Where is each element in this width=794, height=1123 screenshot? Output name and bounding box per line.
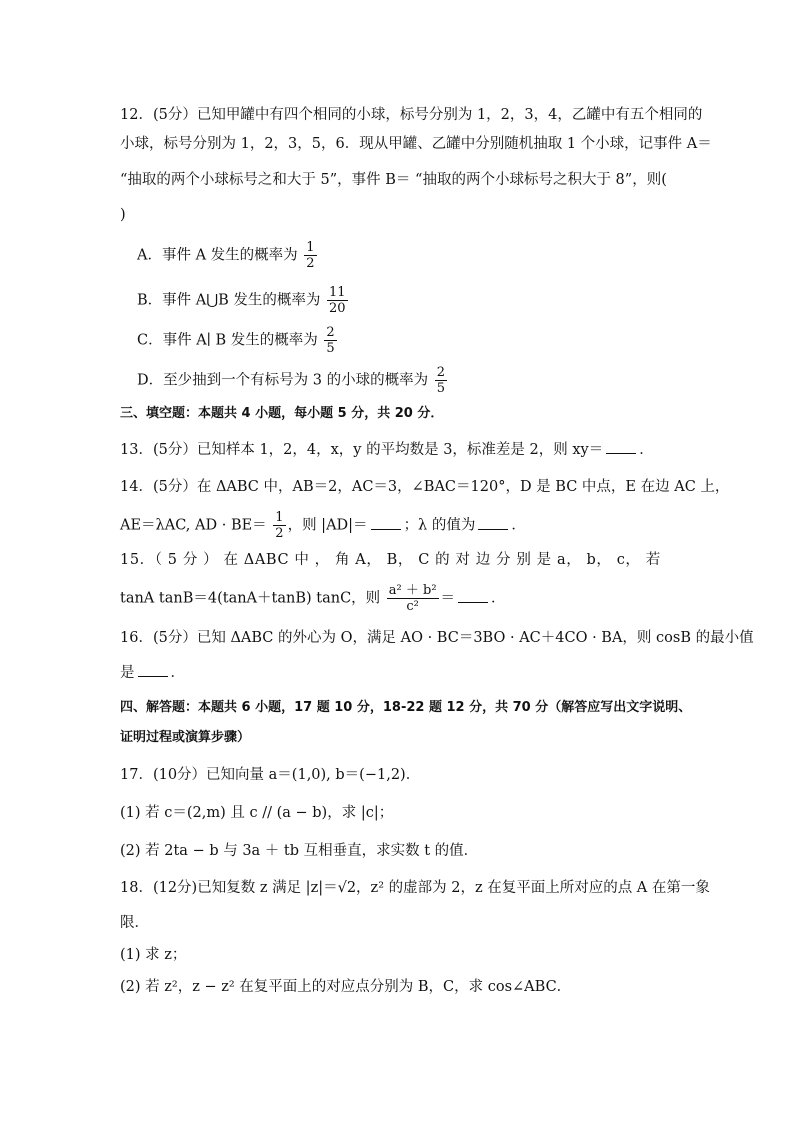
q17-line3: (2) 若 2ta − b 与 3a ＋ tb 互相垂直，求实数 t 的值． [120, 843, 479, 859]
q15-line1: 15．（ 5 分 ） 在 ΔABC 中 ， 角 A， B， C 的 对 边 分 别 是 a， b， c， 若 [120, 552, 661, 568]
option-b-text: B．事件 A⋃B 发生的概率为 [137, 292, 321, 309]
frac-num: 1 [306, 240, 315, 255]
q17-line2: (1) 若 c＝(2,m) 且 c // (a − b)，求 |c|； [120, 805, 394, 821]
option-c-fraction [324, 325, 336, 356]
frac-num: 2 [436, 365, 445, 380]
q14-line2 [120, 510, 526, 541]
q12-line1: 12．(5分）已知甲罐中有四个相同的小球，标号分别为 1，2，3，4，乙罐中有五个相同的 [120, 107, 703, 123]
frac-den: 20 [329, 301, 346, 316]
frac-den: c² [406, 599, 419, 614]
section-3-heading: 三、填空题：本题共 4 小题，每小题 5 分，共 20 分． [120, 406, 444, 421]
option-c-text: C．事件 A∣ B 发生的概率为 [137, 332, 318, 349]
q12-option-a [137, 240, 319, 271]
q14-fraction [273, 510, 285, 541]
option-a-fraction [304, 240, 316, 271]
frac-den: 5 [326, 341, 335, 356]
option-b-fraction [327, 285, 348, 316]
period: ． [511, 517, 526, 534]
q12-line3: “抽取的两个小球标号之和大于 5”，事件 B＝ “抽取的两个小球标号之积大于 8”，则( [120, 172, 667, 188]
period: ． [170, 665, 185, 681]
q16-line1: 16．(5分）已知 ΔABC 的外心为 O，满足 AO · BC＝3BO · AC＋4CO · BA，则 cosB 的最小值 [120, 630, 754, 646]
q15-text-a: tanA tanB＝4(tanA＋tanB) tanC，则 [120, 590, 381, 607]
section-4-heading-line1: 四、解答题：本题共 6 小题，17 题 10 分，18-22 题 12 分，共 70 分（解答应写出文字说明、 [120, 700, 692, 715]
frac-num: 2 [326, 325, 335, 340]
q17-line1: 17．(10分）已知向量 a＝(1,0), b＝(−1,2)． [120, 767, 421, 783]
q12-option-d [137, 365, 449, 396]
answer-blank [606, 441, 636, 454]
answer-blank [458, 590, 488, 603]
answer-blank [138, 664, 168, 677]
q14-text-b: ，则 |AD|＝ [287, 517, 368, 534]
q15-fraction [387, 583, 439, 614]
frac-den: 2 [306, 256, 315, 271]
period: ． [639, 442, 654, 458]
q18-line3: (1) 求 z； [120, 947, 187, 963]
frac-den: 5 [436, 381, 445, 396]
frac-num: a² ＋ b² [388, 583, 437, 598]
option-a-text: A．事件 A 发生的概率为 [137, 247, 298, 264]
frac-num: 1 [275, 510, 284, 525]
q18-line1: 18．(12分)已知复数 z 满足 |z|＝√2，z² 的虚部为 2，z 在复平面上所对应的点 A 在第一象 [120, 880, 710, 896]
q14-line1: 14．(5分）在 ΔABC 中，AB＝2，AC＝3，∠BAC＝120°，D 是 BC 中点，E 在边 AC 上， [120, 479, 730, 495]
q14-text-c: ；λ 的值为 [403, 517, 476, 534]
frac-den: 2 [275, 526, 284, 541]
period: ． [491, 590, 506, 607]
q14-text-a: AE＝λAC, AD · BE＝ [120, 517, 267, 534]
q18-line2: 限． [120, 915, 149, 931]
q12-option-c [137, 325, 339, 356]
q13-text: 13．(5分）已知样本 1，2，4，x，y 的平均数是 3，标准差是 2，则 xy＝ [120, 442, 604, 458]
q15-text-b: ＝ [440, 590, 456, 607]
q18-line4: (2) 若 z²，z − z² 在复平面上的对应点分别为 B，C，求 cos∠ABC． [120, 979, 572, 995]
q15-line2 [120, 583, 506, 614]
frac-num: 11 [329, 285, 346, 300]
answer-blank [371, 517, 401, 530]
q12-line2: 小球，标号分别为 1，2，3，5，6．现从甲罐、乙罐中分别随机抽取 1 个小球，记事件 A＝ [120, 136, 712, 152]
q16-line2 [120, 663, 185, 683]
q13 [120, 440, 654, 460]
q12-option-b [137, 285, 350, 316]
option-d-text: D．至少抽到一个有标号为 3 的小球的概率为 [137, 372, 429, 389]
q12-line4: ) [120, 207, 126, 223]
answer-blank [478, 517, 508, 530]
option-d-fraction [435, 365, 447, 396]
section-4-heading-line2: 证明过程或演算步骤） [120, 730, 251, 745]
q16-text: 是 [120, 665, 135, 681]
